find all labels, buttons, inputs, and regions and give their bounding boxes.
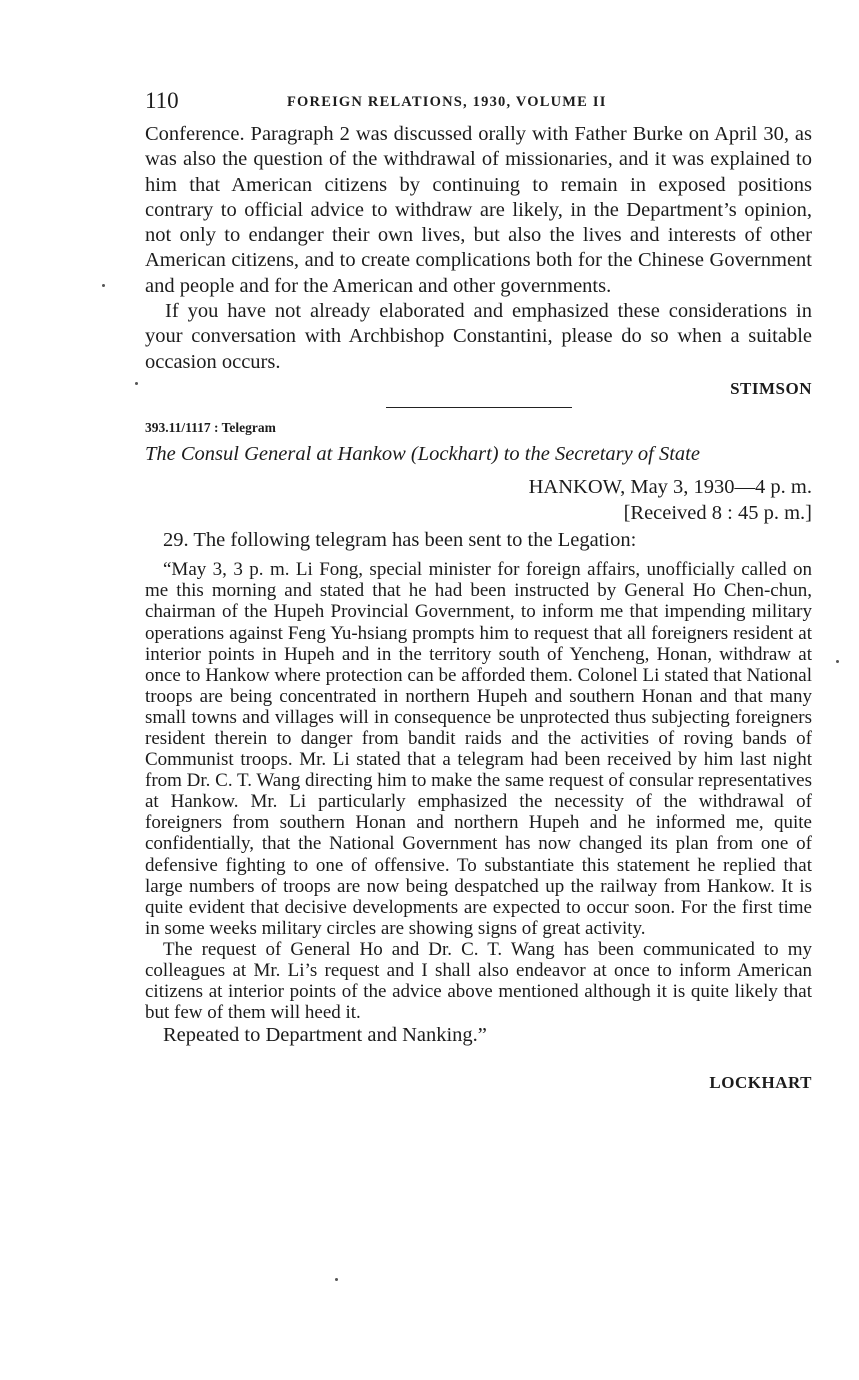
stray-mark <box>135 382 138 385</box>
document-page <box>145 88 812 1093</box>
running-title: FOREIGN RELATIONS, 1930, VOLUME II <box>287 94 607 110</box>
document-heading: The Consul General at Hankow (Lockhart) to the Secretary of State <box>145 442 700 465</box>
stray-mark <box>102 284 105 287</box>
section-divider <box>386 407 572 408</box>
received-time: [Received 8 : 45 p. m.] <box>623 501 812 524</box>
signature-stimson: STIMSON <box>730 378 812 398</box>
quoted-telegram-repeated: Repeated to Department and Nanking.” <box>163 1024 487 1047</box>
signature-lockhart: LOCKHART <box>709 1073 812 1093</box>
stray-mark <box>836 660 839 663</box>
file-reference: 393.11/1117 : Telegram <box>145 419 276 435</box>
page-number: 110 <box>145 88 179 113</box>
page-header <box>145 88 812 122</box>
stray-mark <box>335 1278 338 1281</box>
quoted-telegram-body: “May 3, 3 p. m. Li Fong, special minister for foreign affairs, unofficially called on me this morning and stated that he had been instructed by General Ho Chen-chun, chairman of the Hupeh Provincial Government, to inform me that impending military operations against Feng Yu-hsiang prompts him to request that all foreigners resident at interior points in Hupeh and in the territory south of Yencheng, Honan, withdraw at once to Hankow where protection can be afforded them. Colonel Li stated that National troops are being concentrated in northern Hupeh and southern Honan and that many small towns and villages will in consequence be unprotected thus subjecting foreigners resident therein to danger from bandit raids and the activities of roving bands of Communist troops. Mr. Li stated that a telegram had been received by him last night from Dr. C. T. Wang directing him to make the same request of consular representatives at Hankow. Mr. Li particularly emphasized the necessity of the withdrawal of foreigners from southern Honan and northern Hupeh and he informed me, quite confidentially, that the National Government has now changed its plan from one of defensive fighting to one of offensive. To substantiate this statement he replied that large numbers of troops are now being despatched up the railway from Hankow. It is quite evident that decisive developments are expected to occur soon. For the first time in some weeks military circles are showing signs of great activity. <box>145 559 812 939</box>
dateline <box>145 474 812 526</box>
paragraph-considerations: If you have not already elaborated and emphasized these considerations in your conversation with Archbishop Constantini, please do so when a suitable occasion occurs. <box>145 300 812 373</box>
telegram-intro: 29. The following telegram has been sent to the Legation: <box>163 528 637 551</box>
paragraph-conference: Conference. Paragraph 2 was discussed orally with Father Burke on April 30, as was also the question of the withdrawal of missionaries, and it was explained to him that American citizens by continuing to remain in exposed positions contrary to official advice to withdraw are likely, in the Department’s opinion, not only to endanger their own lives, but also the lives and interests of other American citizens, and to create complications both for the Chinese Government and people and for the American and other governments. <box>145 123 812 297</box>
dateline-text: HANKOW, May 3, 1930—4 p. m. <box>528 475 812 498</box>
quoted-telegram-request: The request of General Ho and Dr. C. T. Wang has been communicated to my colleagues at Mr. Li’s request and I shall also endeavor at once to inform American citizens at interior points of the advice above mentioned although it is quite likely that but few of them will heed it. <box>145 938 812 1024</box>
